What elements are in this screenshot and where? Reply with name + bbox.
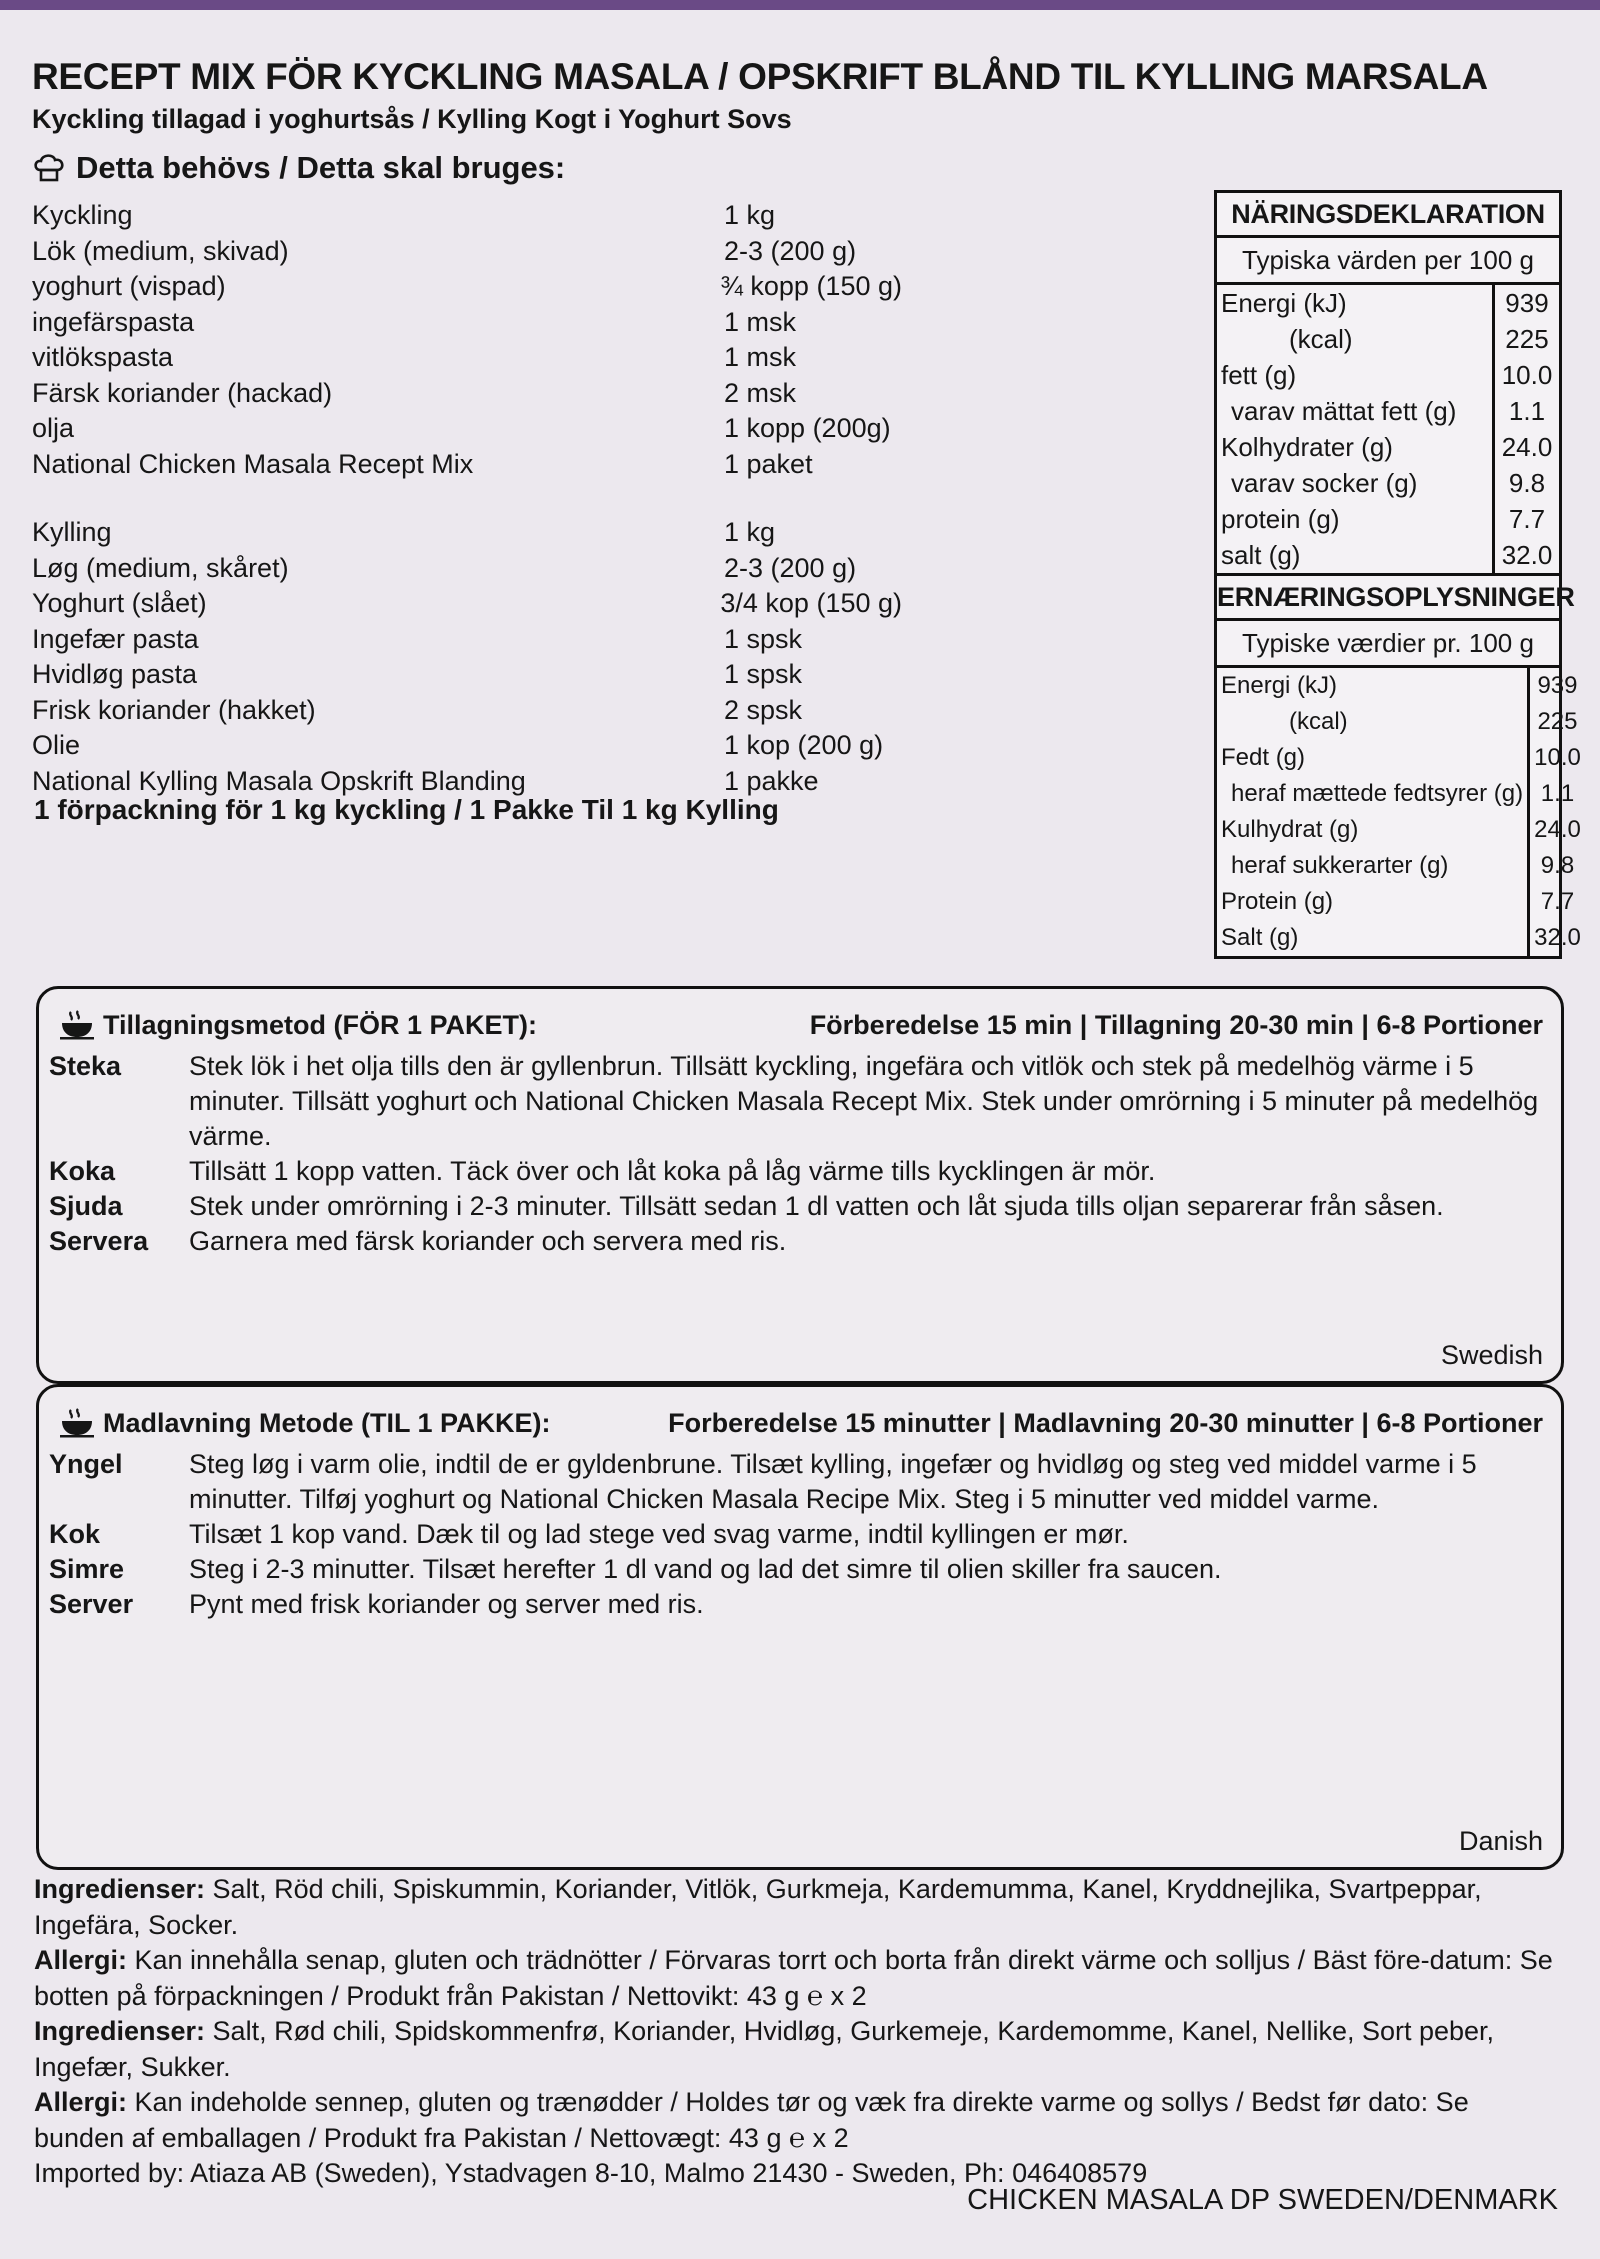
method-box-danish [36, 1384, 1564, 1870]
ingredient-qty: 1 pakke [724, 765, 819, 796]
nutrient-label: (kcal) [1289, 324, 1353, 354]
list-item [49, 1189, 1547, 1224]
needs-heading: Detta behövs / Detta skal bruges: [76, 150, 566, 185]
nutrient-value: 10.0 [1529, 740, 1585, 776]
ingredient-qty: 1 kop (200 g) [724, 730, 884, 760]
method-box-swedish [36, 986, 1564, 1384]
ingredient-name: National Chicken Masala Recept Mix [32, 448, 474, 479]
nutrition-typical-da: Typiske værdier pr. 100 g [1217, 621, 1559, 668]
step-text: Stek under omrörning i 2-3 minuter. Tillsätt sedan 1 dl vatten och låt sjuda tills oljan separerar från såsen. [189, 1191, 1444, 1221]
allergy-text: Kan indeholde sennep, gluten og trænødder / Holdes tør og væk fra direkte varme og sollys / Bedst før dato: Se bunden af emballagen / Produkt fra Pakistan / Nettovægt: 43 g ℮ x 2 [34, 2087, 1469, 2153]
list-item [32, 305, 902, 341]
table-row [1217, 740, 1585, 776]
ingredient-qty: 1 msk [724, 306, 797, 337]
allergy-da [34, 2085, 1564, 2156]
table-row [1217, 848, 1585, 884]
step-text: Steg i 2-3 minutter. Tilsæt herefter 1 dl vand og lad det simre til olien skiller fra saucen. [189, 1554, 1222, 1584]
nutrient-label: Kolhydrater (g) [1221, 432, 1393, 462]
ingredient-name: Olie [32, 730, 81, 760]
ingredient-qty: 2 spsk [724, 694, 803, 725]
ingredient-name: yoghurt (vispad) [32, 271, 226, 301]
nutrient-value: 24.0 [1529, 812, 1585, 848]
ingredient-name: Lök (medium, skivad) [32, 235, 289, 266]
ingredient-name: Ingefær pasta [32, 623, 199, 654]
nutrient-value: 10.0 [1494, 357, 1560, 393]
nutrient-value: 7.7 [1529, 884, 1585, 920]
ingredient-name: Färsk koriander (hackad) [32, 377, 333, 408]
table-row [1217, 668, 1585, 704]
step-key: Simre [49, 1554, 125, 1584]
ingredient-name: Frisk koriander (hakket) [32, 694, 316, 725]
ingredient-qty: 1 msk [724, 342, 797, 372]
nutrient-value: 7.7 [1494, 501, 1560, 537]
step-key: Yngel [49, 1449, 123, 1479]
ingredient-name: Løg (medium, skåret) [32, 552, 289, 583]
list-item [32, 551, 902, 587]
nutrient-label: Energi (kJ) [1221, 672, 1338, 699]
table-row [1217, 704, 1585, 740]
nutrient-label: varav mättat fett (g) [1231, 396, 1457, 426]
cooking-pot-icon [59, 1010, 95, 1040]
ingredient-name: Hvidløg pasta [32, 659, 198, 689]
ingredient-name: National Kylling Masala Opskrift Blanding [32, 765, 526, 796]
method-header [59, 1005, 1543, 1045]
ingredients-label: Ingredienser: [34, 1874, 206, 1904]
nutrient-label: Kulhydrat (g) [1221, 816, 1359, 843]
table-row [1217, 537, 1559, 573]
ingredient-name: vitlökspasta [32, 342, 174, 372]
table-row [1217, 812, 1585, 848]
method-steps [49, 1447, 1547, 1622]
list-item [32, 515, 902, 551]
nutrient-value: 9.8 [1529, 848, 1585, 884]
nutrition-header-sv: NÄRINGSDEKLARATION [1217, 193, 1559, 238]
ingredient-name: Kyckling [32, 200, 133, 230]
nutrient-value: 1.1 [1529, 776, 1585, 812]
nutrient-value: 32.0 [1494, 537, 1560, 573]
method-header [59, 1403, 1543, 1443]
ingredient-name: Kylling [32, 517, 112, 547]
method-heading-group [59, 1408, 551, 1439]
list-item [32, 269, 902, 305]
list-item [49, 1049, 1547, 1154]
list-item [49, 1517, 1547, 1552]
language-label: Swedish [1440, 1340, 1543, 1370]
step-text: Pynt med frisk koriander og server med ris. [189, 1589, 704, 1619]
nutrient-label: varav socker (g) [1231, 468, 1418, 498]
nutrient-value: 24.0 [1494, 429, 1560, 465]
list-item [32, 693, 902, 729]
page-subtitle: Kyckling tillagad i yoghurtsås / Kylling Kogt i Yoghurt Sovs [32, 104, 792, 134]
ingredient-qty: 3/4 kop (150 g) [720, 588, 902, 618]
table-row [1217, 321, 1559, 357]
list-item [49, 1587, 1547, 1622]
ingredient-qty: 1 spsk [724, 623, 803, 654]
ingredients-text: Salt, Rød chili, Spidskommenfrø, Koriander, Hvidløg, Gurkemeje, Kardemomme, Kanel, Nellike, Sort peber, Ingefær, Sukker. [34, 2016, 1495, 2082]
nutrient-value: 9.8 [1494, 465, 1560, 501]
needs-heading-row [32, 150, 565, 186]
table-row [1217, 393, 1559, 429]
ingredient-qty: 2 msk [724, 377, 797, 408]
page-title: RECEPT MIX FÖR KYCKLING MASALA / OPSKRIFT BLÅND TIL KYLLING MARSALA [32, 56, 1488, 97]
ingredients-sv [34, 1872, 1564, 1943]
ingredients-label: Ingredienser: [34, 2016, 206, 2046]
nutrient-label: fett (g) [1221, 360, 1297, 390]
nutrient-value: 225 [1494, 321, 1560, 357]
importer-info: Imported by: Atiaza AB (Sweden), Ystadvagen 8-10, Malmo 21430 - Sweden, Ph: 046408579 [34, 2158, 1148, 2188]
cooking-pot-icon [59, 1408, 95, 1438]
ingredient-qty: 1 kopp (200g) [724, 413, 891, 443]
chef-hat-icon [32, 152, 66, 184]
nutrient-value: 939 [1529, 668, 1585, 704]
list-item [32, 198, 902, 234]
ingredient-qty: 1 paket [724, 448, 813, 479]
allergy-text: Kan innehålla senap, gluten och trädnötter / Förvaras torrt och borta från direkt värme och solljus / Bäst före-datum: Se botten på förpackningen / Produkt från Pakistan / Nettovikt: 43 g ℮ x 2 [34, 1945, 1553, 2011]
table-row [1217, 357, 1559, 393]
method-times: Förberedelse 15 min | Tillagning 20-30 min | 6-8 Portioner [809, 1009, 1543, 1040]
step-key: Sjuda [49, 1191, 123, 1221]
nutrient-label: protein (g) [1221, 504, 1340, 534]
method-heading: Madlavning Metode (TIL 1 PAKKE): [103, 1407, 551, 1438]
list-item [32, 447, 902, 483]
ingredients-text: Salt, Röd chili, Spiskummin, Koriander, Vitlök, Gurkmeja, Kardemumma, Kanel, Kryddnejlika, Svartpeppar, Ingefära, Socker. [34, 1874, 1482, 1940]
allergy-label: Allergi: [34, 2087, 128, 2117]
table-row [1217, 285, 1559, 321]
ingredient-qty: 1 spsk [724, 659, 803, 689]
list-item [49, 1552, 1547, 1587]
table-row [1217, 920, 1585, 956]
list-item [32, 340, 902, 376]
allergy-sv [34, 1943, 1564, 2014]
nutrient-value: 1.1 [1494, 393, 1560, 429]
ingredient-name: Yoghurt (slået) [32, 588, 207, 618]
ingredient-qty: 1 kg [724, 517, 776, 547]
step-key: Server [49, 1589, 134, 1619]
ingredients-da [34, 2014, 1564, 2085]
list-item [32, 622, 902, 658]
nutrient-label: heraf mættede fedtsyrer (g) [1231, 780, 1524, 807]
nutrition-typical-sv: Typiska värden per 100 g [1217, 238, 1559, 285]
step-key: Koka [49, 1156, 116, 1186]
list-item [32, 586, 902, 622]
language-label: Danish [1458, 1826, 1543, 1856]
table-row [1217, 884, 1585, 920]
method-heading: Tillagningsmetod (FÖR 1 PAKET): [103, 1009, 538, 1040]
nutrient-label: Fedt (g) [1221, 744, 1306, 771]
step-text: Tilsæt 1 kop vand. Dæk til og lad stege ved svag varme, indtil kyllingen er mør. [189, 1519, 1129, 1549]
list-item [32, 657, 902, 693]
ingredient-qty: 1 kg [724, 200, 776, 230]
method-times: Forberedelse 15 minutter | Madlavning 20-30 minutter | 6-8 Portioner [668, 1407, 1543, 1438]
nutrition-header-da: ERNÆRINGSOPLYSNINGER [1217, 573, 1559, 621]
step-text: Stek lök i het olja tills den är gyllenbrun. Tillsätt kyckling, ingefära och vitlök och stek på medelhög värme i 5 minuter. Tillsätt yoghurt och National Chicken Masala Recept Mix. Stek under omrörning i 5 minuter på medelhög värme. [189, 1051, 1539, 1151]
step-key: Kok [49, 1519, 101, 1549]
nutrition-rows-da [1217, 668, 1585, 956]
method-steps [49, 1049, 1547, 1259]
ingredient-name: olja [32, 413, 75, 443]
pack-note: 1 förpackning för 1 kg kyckling / 1 Pakke Til 1 kg Kylling [34, 794, 779, 825]
step-text: Tillsätt 1 kopp vatten. Täck över och låt koka på låg värme tills kycklingen är mör. [189, 1156, 1156, 1186]
table-row [1217, 465, 1559, 501]
list-item [49, 1224, 1547, 1259]
list-item [32, 411, 902, 447]
top-color-band [0, 0, 1600, 10]
nutrient-value: 32.0 [1529, 920, 1585, 956]
step-key: Steka [49, 1051, 122, 1081]
list-item [49, 1447, 1547, 1517]
ingredients-allergy-section [34, 1872, 1564, 2192]
nutrient-value: 225 [1529, 704, 1585, 740]
ingredient-qty: 2-3 (200 g) [724, 552, 857, 583]
ingredient-name: ingefärspasta [32, 306, 195, 337]
allergy-label: Allergi: [34, 1945, 128, 1975]
nutrient-label: Protein (g) [1221, 888, 1334, 915]
nutrition-table [1214, 190, 1581, 959]
list-item [32, 728, 902, 764]
ingredient-list [32, 198, 902, 799]
nutrient-label: salt (g) [1221, 540, 1301, 570]
list-item [32, 234, 902, 270]
table-row [1217, 429, 1559, 465]
ingredient-qty: ¾ kopp (150 g) [720, 271, 902, 301]
nutrient-label: Energi (kJ) [1221, 288, 1347, 318]
nutrient-label: heraf sukkerarter (g) [1231, 852, 1449, 879]
list-spacer [32, 482, 902, 515]
nutrient-label: Salt (g) [1221, 924, 1299, 951]
table-row [1217, 776, 1585, 812]
list-item [32, 376, 902, 412]
list-item [49, 1154, 1547, 1189]
step-text: Garnera med färsk koriander och servera med ris. [189, 1226, 787, 1256]
nutrient-value: 939 [1494, 285, 1560, 321]
step-text: Steg løg i varm olie, indtil de er gyldenbrune. Tilsæt kylling, ingefær og hvidløg og steg ved middel varme i 5 minutter. Tilføj yoghurt og National Chicken Masala Recipe Mix. Steg i 5 minutter ved middel varme. [189, 1449, 1477, 1514]
nutrient-label: (kcal) [1289, 708, 1348, 735]
table-row [1217, 501, 1559, 537]
footer-product-code: CHICKEN MASALA DP SWEDEN/DENMARK [967, 2184, 1558, 2216]
nutrition-rows-sv [1217, 285, 1559, 573]
ingredient-qty: 2-3 (200 g) [724, 235, 857, 266]
step-key: Servera [49, 1226, 149, 1256]
method-heading-group [59, 1010, 537, 1041]
